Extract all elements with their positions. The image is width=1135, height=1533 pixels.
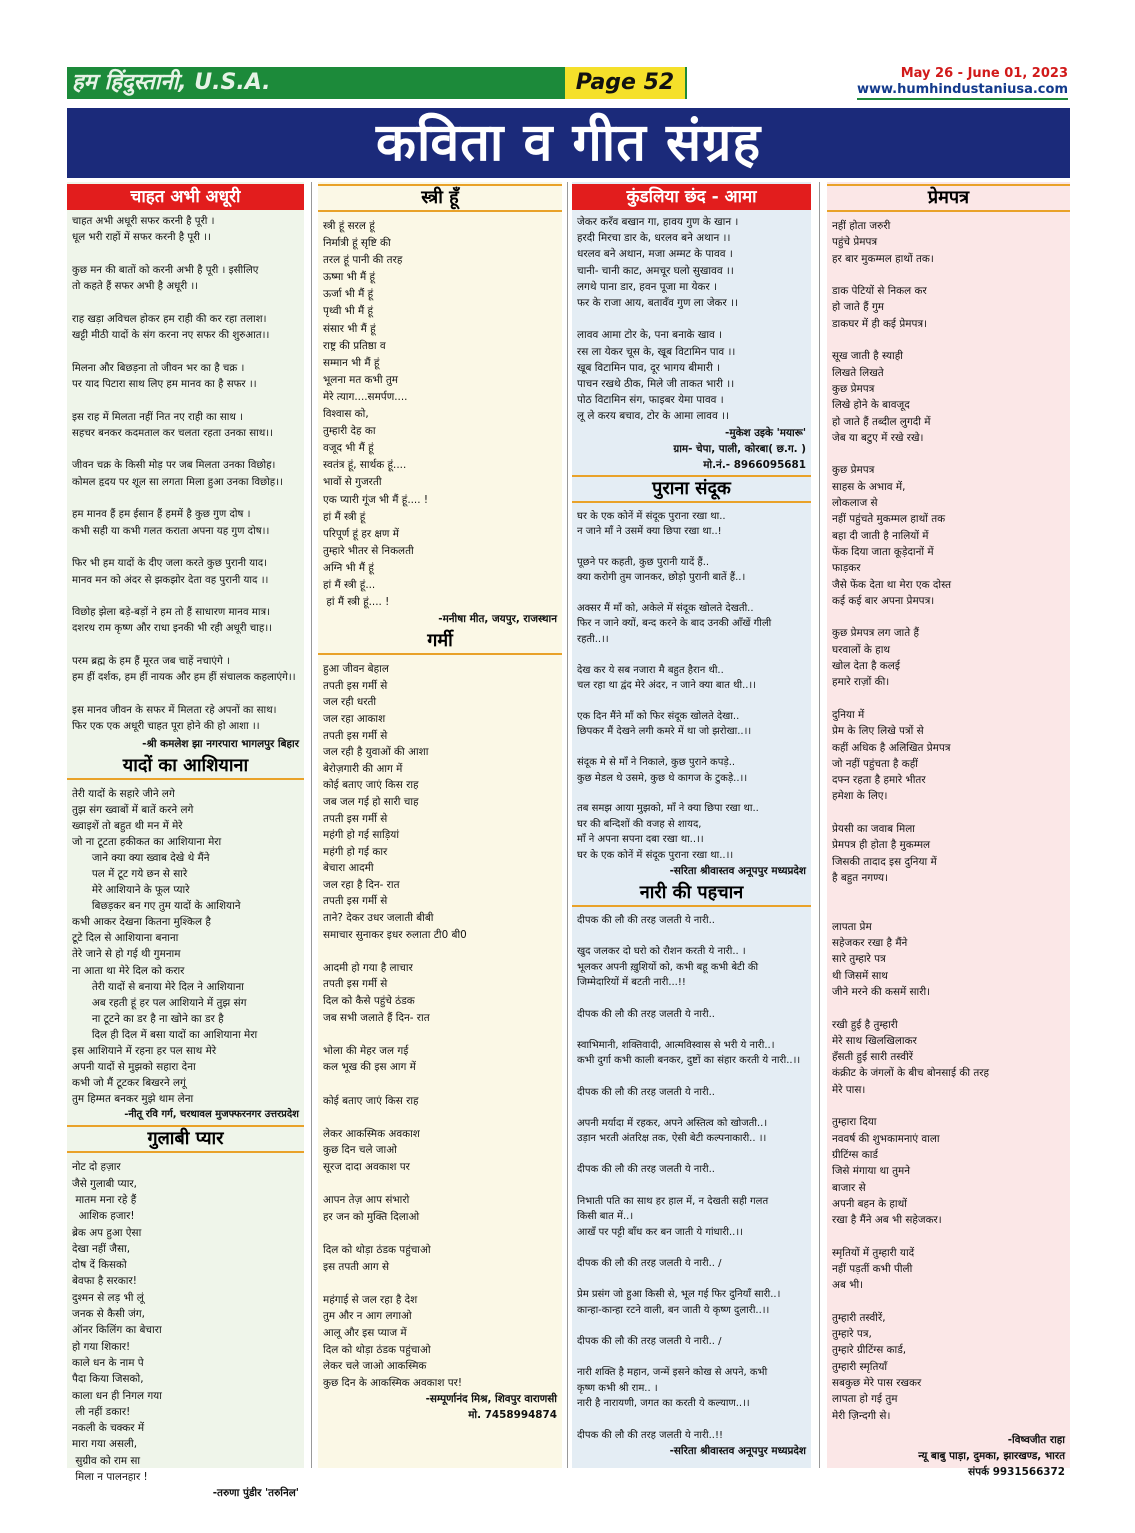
poem-body: चाहत अभी अधूरी सफर करनी है पूरी । धूल भरी राहों में सफर करनी है पूरी ।। कुछ मन की बातों को करनी अभी है पूरी । इसीलिए तो कहते हैं सफर अभी है अधूरी ।। राह खड़ा अविचल होकर हम राही की कर रहा तलाश। खट्टी मीठी यादों के संग करना नए सफर की शुरुआत।। मिलना और बिछड़ना तो जीवन भर का है चक्र । पर याद पिटारा साथ लिए हम मानव का है सफर ।। इस राह में मिलता नहीं नित नए राही का साथ । सहचर बनकर कदमताल कर चलता रहता उनका साथ।। जीवन चक्र के किसी मोड़ पर जब मिलता उनका विछोह। कोमल हृदय पर शूल सा लगता मिला हुआ उनका विछोह।। हम मानव हैं हम ईसान हैं हममें है कुछ गुण दोष । कभी सही या कभी गलत कराता अपना यह गुण दोष।। फिर भी हम यादों के दीए जला करते कुछ पुरानी याद। मानव मन को अंदर से झकझोर देता वह पुरानी याद ।। विछोह झेला बड़े-बड़ों ने हम तो हैं साधारण मानव मात्र। दशरथ राम कृष्ण और राधा इनकी भी रही अधूरी चाह।। परम ब्रह्म के हम हैं मूरत जब चाहें नचाएंगे । हम हीं दर्शक, हम हीं नायक और हम हीं संचालक कहलाएंगे।। इस मानव जीवन के सफर में मिलता रहे अपनों का साथ। फिर एक एक अधूरी चाहत पूरा होने की हो आशा ।।	[72, 216, 296, 733]
poem-author: -श्री कमलेश झा नगरपारा भागलपुर बिहार	[142, 737, 299, 750]
poem-body: दीपक की लौ की तरह जलती ये नारी.. खुद जलकर दो घरो को रौशन करती ये नारी.. । भूलकर अपनी ख़ुशियों को, कभी बहू कभी बेटी की जिम्मेदारियों में बटती नारी...!! दीपक की लौ की तरह जलती ये नारी.. स्वाभिमानी, शक्तिवादी, आत्मविस्वास से भरी ये नारी..। कभी दुर्गा कभी काली बनकर, दुष्टों का संहार करती ये नारी..।। दीपक की लौ की तरह जलती ये नारी.. अपनी मर्यादा में रहकर, अपने अस्तित्व को खोजती..। उड़ान भरती अंतरिक्ष तक, ऐसी बेटी कल्पनाकारी.. ।। दीपक की लौ की तरह जलती ये नारी.. निभाती पति का साथ हर हाल में, न देखती सही गलत किसी बात में..। आखँ पर पट्टी बाँध कर बन जाती ये गांधारी..।। दीपक की लौ की तरह जलती ये नारी.. / प्रेम प्रसंग जो हुआ किसी से, भूल गई फिर दुनियाँ सारी..। कान्हा-कान्हा रटने वाली, बन जाती ये कृष्ण दुलारी..।। दीपक की लौ की तरह जलती ये नारी.. / नारी शक्ति है महान, जन्में इसने कोख से अपने, कभी कृष्ण कभी श्री राम.. । नारी है नारायणी, जगत का करती ये कल्याण..।। दीपक की लौ की तरह जलती ये नारी..!!	[577, 914, 801, 1441]
author-phone: मो. 7458994874	[468, 1409, 557, 1422]
poem-body: घर के एक कोनें में संदूक पुराना रखा था.. न जाने माँ ने उसमें क्या छिपा रखा था..! पूछने पर कहती, कुछ पुरानी यादें हैं.. क्या करोगी तुम जानकर, छोड़ो पुरानी बातें हैं..। अक्सर मैं माँ को, अकेले में संदूक खोलते देखती.. फिर न जाने क्यों, बन्द करने के बाद उनकी आँखें गीली रहती..।। देख कर ये सब नजारा मै बहुत हैरान थी.. चल रहा था द्वंद मेरे अंदर, न जाने क्या बात थी..।। एक दिन मैंने माँ को फिर संदूक खोलते देखा.. छिपकर मैं देखने लगी कमरे में था जो झरोखा..।। संदूक मे से माँ ने निकाले, कुछ पुराने कपड़े.. कुछ मेडल थे उसमे, कुछ थे कागज के टुकड़े..।। तब समझ आया मुझको, माँ ने क्या छिपा रखा था.. घर की बन्दिशों की वजह से शायद, माँ ने अपना सपना दबा रखा था..।। घर के एक कोनें में संदूक पुराना रखा था..।।	[577, 510, 772, 861]
section-banner-title: कविता व गीत संग्रह	[67, 108, 1070, 178]
poem-body: नोट दो हज़ार जैसे गुलाबी प्यार, मातम मना रहे हैं आशिक हजार! ब्रेक अप हुआ ऐसा देखा नहीं जैसा, दोष दें किसको बेवफा है सरकार! दुश्मन से लड़ भी लूं जनक से कैसी जंग, ऑनर किलिंग का बेचारा हो गया शिकार! काले धन के नाम पे पैदा किया जिसको, काला धन ही निगल गया ली नहीं डकार! नकली के चक्कर में मारा गया असली, सुग्रीव को राम सा मिला न पालनहार !	[72, 1161, 162, 1484]
column-2	[318, 182, 562, 1468]
poem-title: प्रेमपत्र	[827, 184, 1070, 212]
poem-author: -विष्वजीत राहा	[1007, 1433, 1065, 1446]
poem-author: -नीतू रवि गर्ग, चरथावल मुजफ्फरनगर उत्तरप्रदेश	[124, 1109, 299, 1121]
poem-author-address: न्यू बाबु पाड़ा, दुमका, झारखण्ड, भारत	[918, 1449, 1065, 1462]
poem-title: चाहत अभी अधूरी	[67, 184, 304, 210]
brand-title: हम हिंदुस्तानी, U.S.A.	[72, 70, 271, 95]
poem-title: स्त्री हूँ	[318, 184, 562, 212]
poem-author: -सरिता श्रीवास्तव अनूपपुर मध्यप्रदेश	[669, 864, 806, 877]
poem-body: जेकर करँव बखान गा, हावय गुण के खान । हरदी मिरचा डार के, धरलव बने अथान ।। धरलव बने अथान, मजा अम्मट के पावव । चानी- चानी काट, अमचूर घलो सुखावव ।। लगथे पाना डार, हवन पूजा मा येकर । फर के राजा आय, बतावँव गुण ला जेकर ।। लावव आमा टोर के, पना बनाके खाव । रस ला येकर चूस के, खूब विटामिन पाव ।। खूब विटामिन पाव, दूर भागय बीमारी । पाचन रखथे ठीक, मिले जी ताकत भारी ।। पोठ विटामिन संग, फाइबर येमा पावव । लू ले करय बचाव, टोर के आमा लावव ।।	[577, 216, 739, 423]
poem-title: यादों का आशियाना	[67, 754, 304, 780]
poem-author: -सरिता श्रीवास्तव अनूपपुर मध्यप्रदेश	[669, 1445, 806, 1458]
column-divider	[311, 182, 312, 1468]
poem-title: नारी की पहचान	[572, 881, 811, 907]
column-3	[572, 182, 811, 1468]
poem-body: स्त्री हूं सरल हूं निर्मात्री हूं सृष्टि की तरल हूं पानी की तरह ऊष्मा भी मैं हूं ऊर्जा भी मैं हूं पृथ्वी भी मैं हूं संसार भी मैं हूं राष्ट्र की प्रतिष्ठा व सम्मान भी मैं हूं भूलना मत कभी तुम मेरे त्याग....समर्पण.... विश्वास को, तुम्हारी देह का वजूद भी मैं हूं स्वतंत्र हूं, सार्थक हूं.... भावों से गुजरती एक प्यारी गूंज भी मैं हूं.... ! हां मैं स्त्री हूं परिपूर्ण हूं हर क्षण में तुम्हारे भीतर से निकलती अग्नि भी मैं हूं हां मैं स्त्री हूं... हां मैं स्त्री हूं.... !	[323, 220, 428, 609]
poem-author-phone: मो.नं.- 8966095681	[703, 458, 806, 471]
poem-author: -मनीषा मीत, जयपुर, राजस्थान	[438, 613, 557, 626]
poem-body: नहीं होता जरुरी पहुंचे प्रेमपत्र हर बार मुकम्मल हाथों तक। डाक पेटियों से निकल कर हो जाते हैं गुम डाकघर में ही कई प्रेमपत्र। सूख जाती है स्याही लिखते लिखते कुछ प्रेमपत्र लिखे होने के बावजूद हो जाते हैं तब्दील लुगदी में जेब या बटुए में रखे रखे। कुछ प्रेमपत्र साहस के अभाव में, लोकलाज से नहीं पहुंचते मुकम्मल हाथों तक बहा दी जाती है नालियों में फेंक दिया जाता कूड़ेदानों में फाड़कर जैसे फेंक देता था मेरा एक दोस्त कई कई बार अपना प्रेमपत्र। कुछ प्रेमपत्र लग जाते हैं घरवालों के हाथ खोल देता है कलई हमारे राज़ों की। दुनिया में प्रेम के लिए लिखे पत्रों से कहीं अधिक है अलिखित प्रेमपत्र जो नहीं पहुंचता है कहीं दफ्न रहता है हमारे भीतर हमेशा के लिए। प्रेयसी का जवाब मिला प्रेमपत्र ही होता है मुकम्मल जिसकी तादाद इस दुनिया में है बहुत नगण्य। लापता प्रेम सहेजकर रखा है मैंने सारे तुम्हारे पत्र थी जिसमें साथ जीने मरने की कसमें सारी। रखी हुई है तुम्हारी मेरे साथ खिलखिलाकर हँसती हुई सारी तस्वीरें कंक्रीट के जंगलों के बीच बोनसाई की तरह मेरे पास। तुम्हारा दिया नववर्ष की शुभकामनाएं वाला ग्रीटिंग्स कार्ड जिसे मंगाया था तुमने बाजार से अपनी बहन के हाथों रखा है मैंने अब भी सहेजकर। स्मृतियों में तुम्हारी यादें नहीं पड़तीं कभी पीली अब भी। तुम्हारी तस्वीरें, तुम्हारे पत्र, तुम्हारे ग्रीटिंग्स कार्ड, तुम्हारी स्मृतियाँ सबकुछ मेरे पास रखकर लापता हो गई तुम मेरी ज़िन्दगी से।	[832, 220, 990, 1422]
poem-body: हुआ जीवन बेहाल तपती इस गर्मी से जल रही धरती जल रहा आकाश तपती इस गर्मी से जल रही है युवाओं की आशा बेरोज़गारी की आग में कोई बताए जाएं किस राह जब जल गई हो सारी चाह तपती इस गर्मी से महंगी हो गई साड़ियां महंगी हो गई कार बेचारा आदमी जल रहा है दिन- रात तपती इस गर्मी से ताने? देकर उधर जलाती बीबी समाचार सुनाकर इधर रुलाता टी0 बी0 आदमी हो गया है लाचार तपती इस गर्मी से दिल को कैसे पहुंचे ठंडक जब सभी जलाते हैं दिन- रात भोला की मेहर जल गई कल भूख की इस आग में कोई बताए जाएं किस राह लेकर आकस्मिक अवकाश कुछ दिन चले जाओ सूरज दादा अवकाश पर आपन तेज़ आप संभारो हर जन को मुक्ति दिलाओ दिल को थोड़ा ठंडक पहुंचाओ इस तपती आग से महंगाई से जल रहा है देश तुम और न आग लगाओ आलू और इस प्याज में दिल को थोड़ा ठंडक पहुंचाओ लेकर चले जाओ आकस्मिक कुछ दिन के आकस्मिक अवकाश पर!	[323, 663, 467, 1389]
column-4	[827, 182, 1070, 1478]
poem-author: -मुकेश उइके 'मयारू'	[725, 426, 806, 439]
page-number-label: Page 52	[565, 67, 685, 99]
poem-title: गुलाबी प्यार	[67, 1125, 304, 1153]
poem-title: पुराना संदूक	[572, 475, 811, 503]
column-divider	[567, 182, 568, 1468]
poem-body: तेरी यादों के सहारे जीने लगे तुझ संग ख्वाबों में बातें करने लगे ख्वाइशें तो बहुत थी मन में मेरे जो ना टूटता हकीकत का आशियाना मेरा जाने क्या क्या ख्वाब देखे थे मैंने पल में टूट गये छन से सारे मेरे आशियाने के फूल प्यारे बिछड़कर बन गए तुम यादों के आशियाने कभी आकर देखना कितना मुश्किल है टूटे दिल से आशियाना बनाना तेरे जाने से हो गई थी गुमनाम ना आता था मेरे दिल को करार तेरी यादों से बनाया मेरे दिल ने आशियाना अब रहती हूं हर पल आशियाने में तुझ संग ना टूटने का डर है ना खोने का डर है दिल ही दिल में बसा यादों का आशियाना मेरा इस आशियाने में रहना हर पल साथ मेरे अपनी यादों से मुझको सहारा देना कभी जो मैं टूटकर बिखरने लगूं तुम हिम्मत बनकर मुझे थाम लेना	[72, 787, 258, 1106]
column-1	[67, 182, 304, 1500]
column-divider	[819, 182, 820, 1468]
poem-title: कुंडलिया छंद - आमा	[572, 184, 811, 210]
issue-date: May 26 - June 01, 2023	[900, 66, 1068, 81]
poem-author: -तरुणा पुंडीर 'तरुनिल'	[212, 1487, 299, 1500]
poem-author: -सम्पूर्णानंद मिश्र, शिवपुर वाराणसी	[425, 1393, 557, 1406]
poem-title: गर्मी	[318, 629, 562, 655]
poem-author-phone: संपर्क 9931566372	[968, 1465, 1065, 1478]
poem-author-address: ग्राम- चेपा, पाली, कोरबा( छ.ग. )	[673, 442, 806, 455]
website-link[interactable]: www.humhindustaniusa.com	[857, 82, 1068, 100]
